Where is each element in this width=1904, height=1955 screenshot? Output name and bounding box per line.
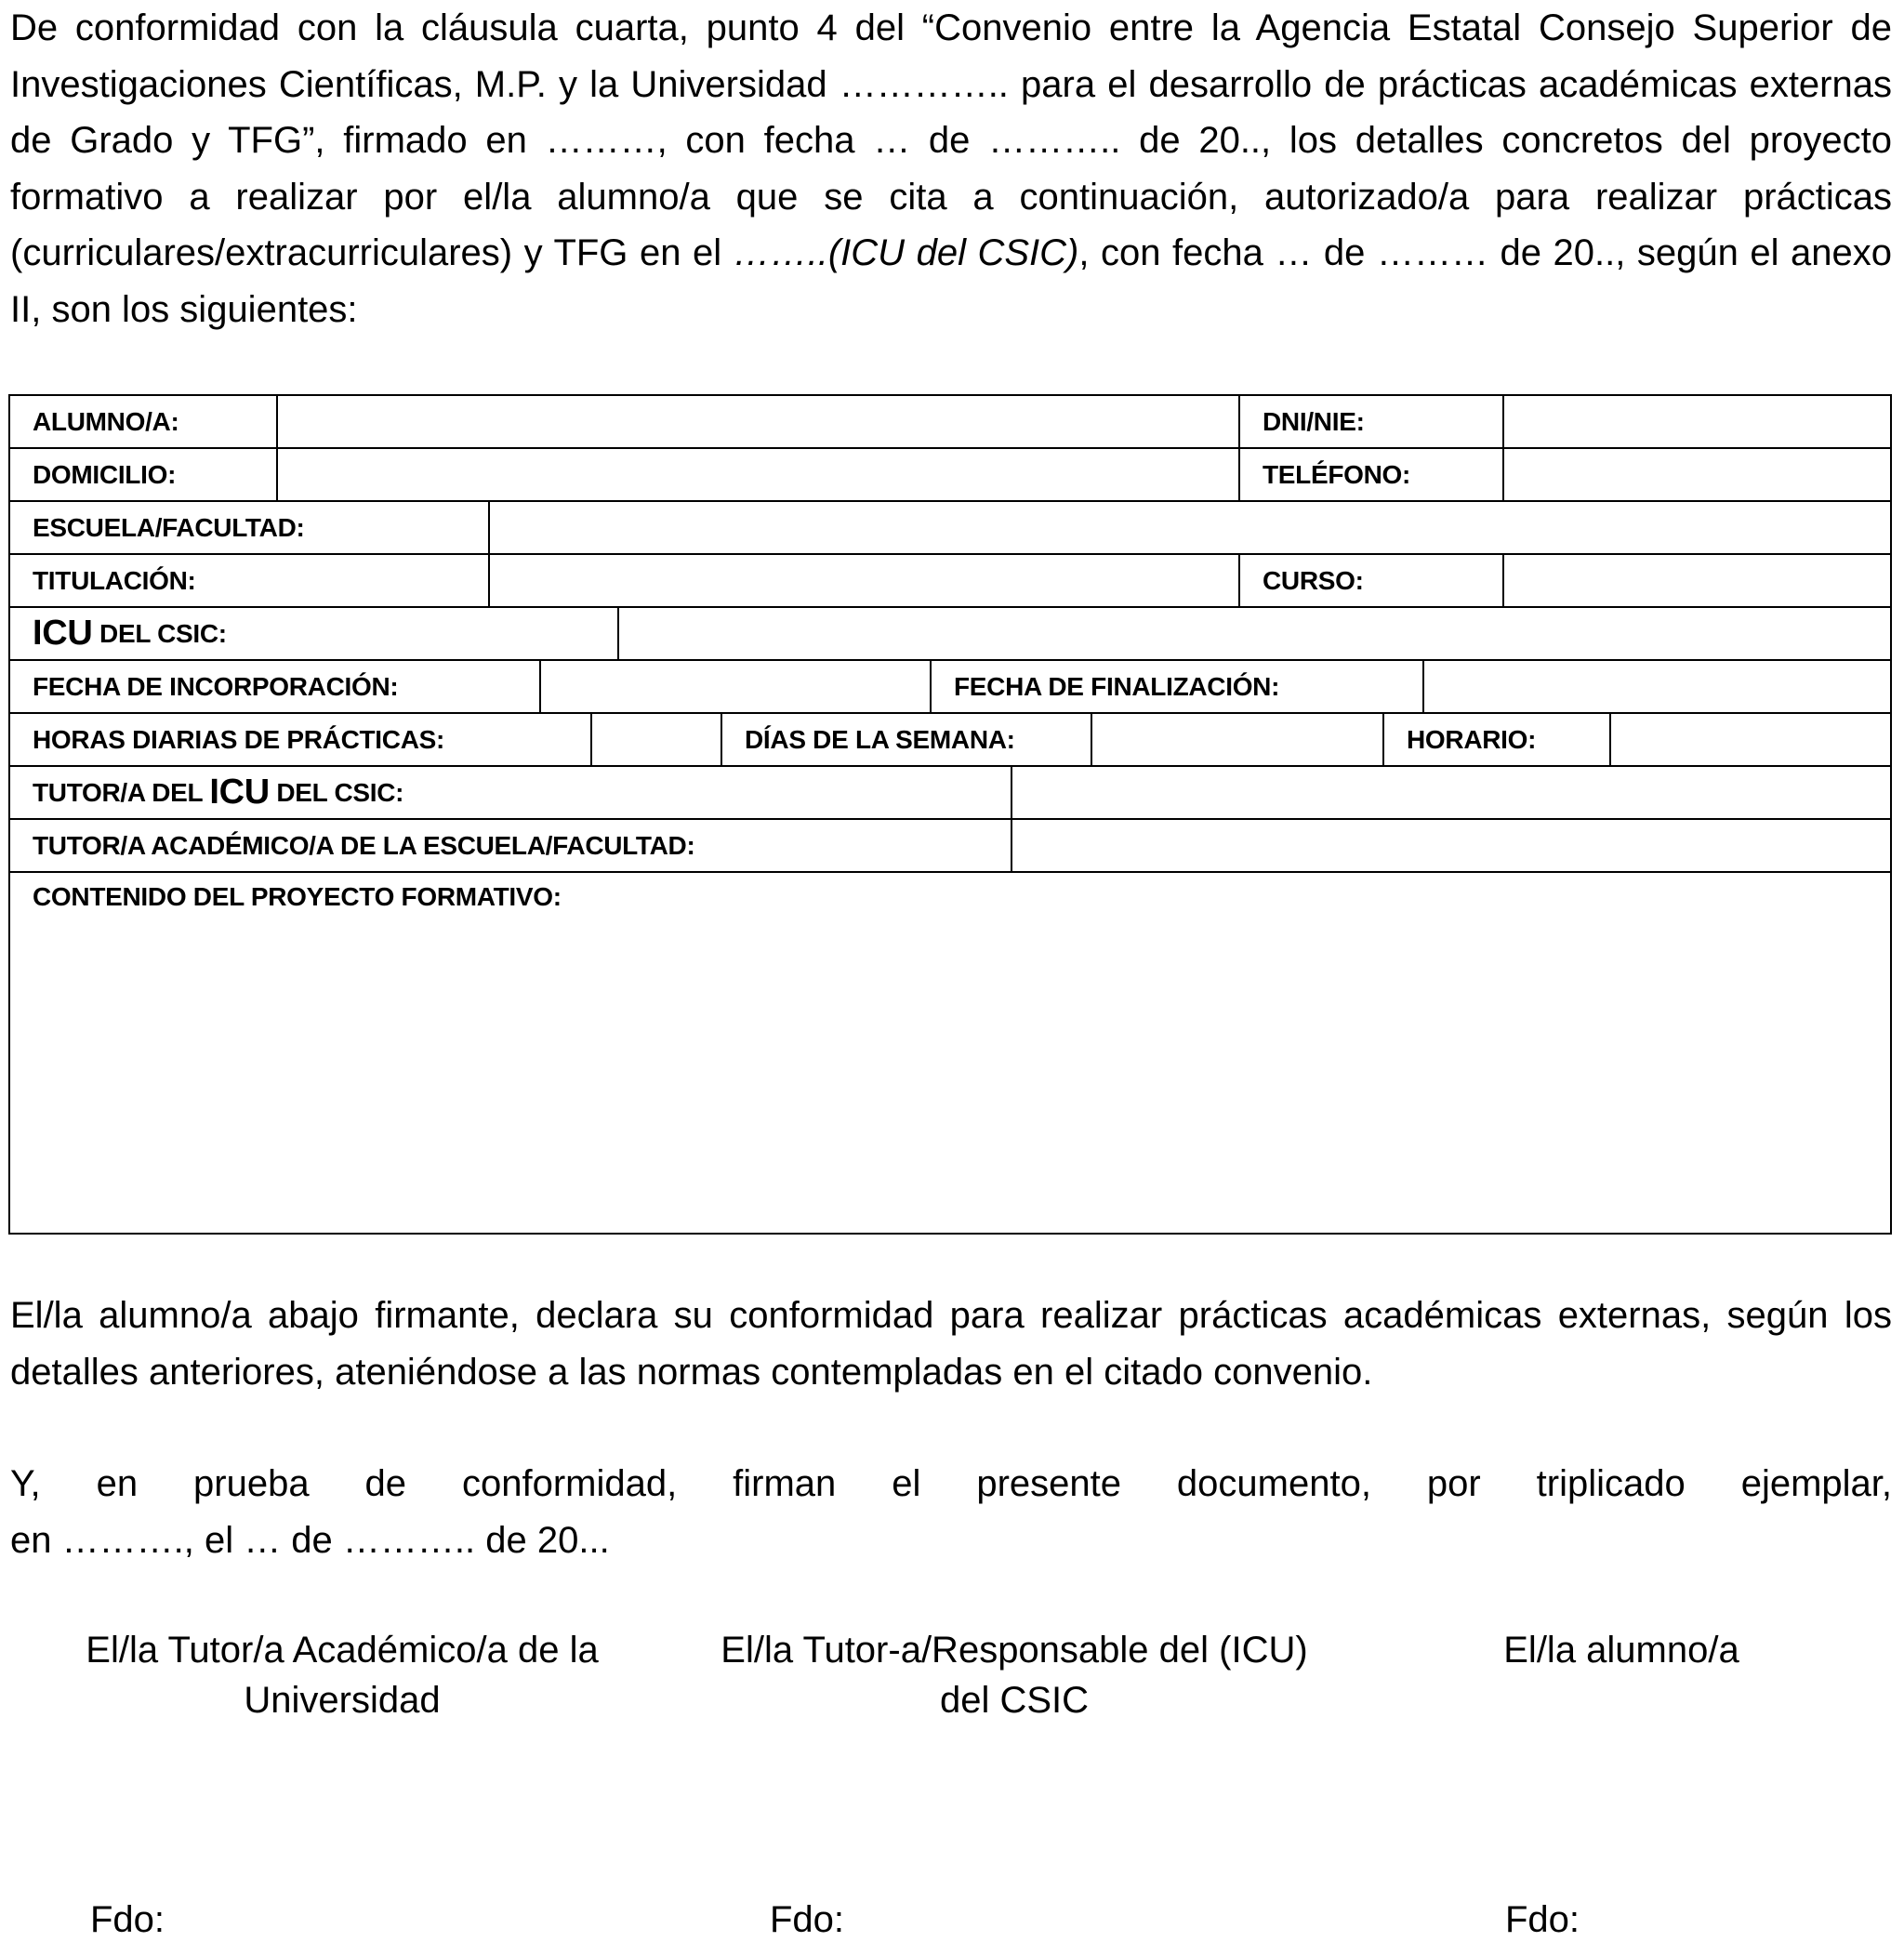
intro-tail: , con fecha … de ……… de 20.., según el anexo II, son los siguientes:	[10, 232, 1892, 330]
field-horario[interactable]	[1611, 714, 1890, 765]
field-alumno[interactable]	[278, 396, 1240, 447]
row-escuela	[10, 502, 1890, 555]
field-dni[interactable]	[1504, 396, 1890, 447]
label-titulacion: TITULACIÓN:	[10, 555, 490, 606]
field-horas[interactable]	[592, 714, 722, 765]
intro-text: De conformidad con la cláusula cuarta, punto 4 del “Convenio entre la Agencia Estatal Consejo Superior de Investigaciones Científicas, M.P. y la Universidad ………….. para el desarrollo de prácticas académicas externas de Grado y TFG”, firmado en ………, con fecha … de ……….. de 20.., los detalles concretos del proyecto formativo a realizar por el/la alumno/a que se cita a continuación, autorizado/a para realizar prácticas (curriculares/extracurriculares) y TFG en el	[10, 7, 1892, 273]
field-escuela[interactable]	[490, 502, 1890, 553]
label-tutor-icu-b: DEL CSIC:	[269, 777, 404, 807]
label-horario: HORARIO:	[1384, 714, 1611, 765]
fdo-academic-tutor: Fdo:	[90, 1899, 165, 1940]
field-curso[interactable]	[1504, 555, 1890, 606]
label-tutor-academico: TUTOR/A ACADÉMICO/A DE LA ESCUELA/FACULTAD:	[10, 820, 1012, 871]
signature-title: El/la alumno/a	[1503, 1630, 1739, 1671]
intro-paragraph	[10, 0, 1892, 337]
closing-paragraph	[10, 1456, 1892, 1568]
fdo-csic-tutor: Fdo:	[770, 1899, 845, 1940]
row-contenido[interactable]	[10, 873, 1890, 1233]
label-curso: CURSO:	[1240, 555, 1504, 606]
signature-title: del CSIC	[939, 1680, 1090, 1721]
signature-title: El/la Tutor-a/Responsable del (ICU)	[721, 1630, 1308, 1671]
label-tutor-icu-acronym: ICU	[209, 773, 270, 812]
field-tutor-academico[interactable]	[1012, 820, 1890, 871]
field-tutor-icu[interactable]	[1012, 767, 1890, 818]
label-dias: DÍAS DE LA SEMANA:	[722, 714, 1092, 765]
label-fecha-incorporacion: FECHA DE INCORPORACIÓN:	[10, 661, 541, 712]
field-dias[interactable]	[1092, 714, 1384, 765]
label-tutor-icu-a: TUTOR/A DEL	[33, 777, 210, 807]
field-fecha-incorporacion[interactable]	[541, 661, 932, 712]
closing-line-1: Y, en prueba de conformidad, firman el presente documento, por triplicado ejemplar,	[10, 1463, 1892, 1504]
row-tutor-academico	[10, 820, 1890, 873]
row-tutor-icu	[10, 767, 1890, 820]
row-fechas	[10, 661, 1890, 714]
signature-student	[1435, 1625, 1807, 1675]
row-alumno	[10, 396, 1890, 449]
label-dni: DNI/NIE:	[1240, 396, 1504, 447]
row-titulacion	[10, 555, 1890, 608]
label-telefono: TELÉFONO:	[1240, 449, 1504, 500]
row-icu	[10, 608, 1890, 661]
closing-line-2: en ………., el … de ……….. de 20...	[10, 1519, 610, 1561]
student-form-table	[8, 394, 1892, 1235]
intro-italic-placeholder: ……..(ICU del CSIC)	[733, 232, 1079, 273]
label-horas: HORAS DIARIAS DE PRÁCTICAS:	[10, 714, 592, 765]
label-icu-acronym: ICU	[33, 614, 93, 653]
declaration-paragraph: El/la alumno/a abajo firmante, declara su conformidad para realizar prácticas académicas externas, según los detalles anteriores, ateniéndose a las normas contempladas en el citado convenio.	[10, 1295, 1892, 1393]
signature-title: Universidad	[244, 1680, 441, 1721]
signature-academic-tutor	[63, 1625, 621, 1725]
signature-csic-tutor	[689, 1625, 1340, 1725]
label-escuela: ESCUELA/FACULTAD:	[10, 502, 490, 553]
label-icu-rest: DEL CSIC:	[92, 618, 227, 648]
label-alumno: ALUMNO/A:	[10, 396, 278, 447]
signature-title: El/la Tutor/a Académico/a de la	[86, 1630, 599, 1671]
label-tutor-icu	[10, 767, 1012, 818]
row-domicilio	[10, 449, 1890, 502]
fdo-student: Fdo:	[1505, 1899, 1580, 1940]
row-horario	[10, 714, 1890, 767]
field-titulacion[interactable]	[490, 555, 1240, 606]
field-domicilio[interactable]	[278, 449, 1240, 500]
label-fecha-finalizacion: FECHA DE FINALIZACIÓN:	[932, 661, 1424, 712]
field-fecha-finalizacion[interactable]	[1424, 661, 1890, 712]
label-icu	[10, 608, 619, 659]
label-domicilio: DOMICILIO:	[10, 449, 278, 500]
field-telefono[interactable]	[1504, 449, 1890, 500]
label-contenido: CONTENIDO DEL PROYECTO FORMATIVO:	[33, 882, 562, 911]
field-icu[interactable]	[619, 608, 1890, 659]
